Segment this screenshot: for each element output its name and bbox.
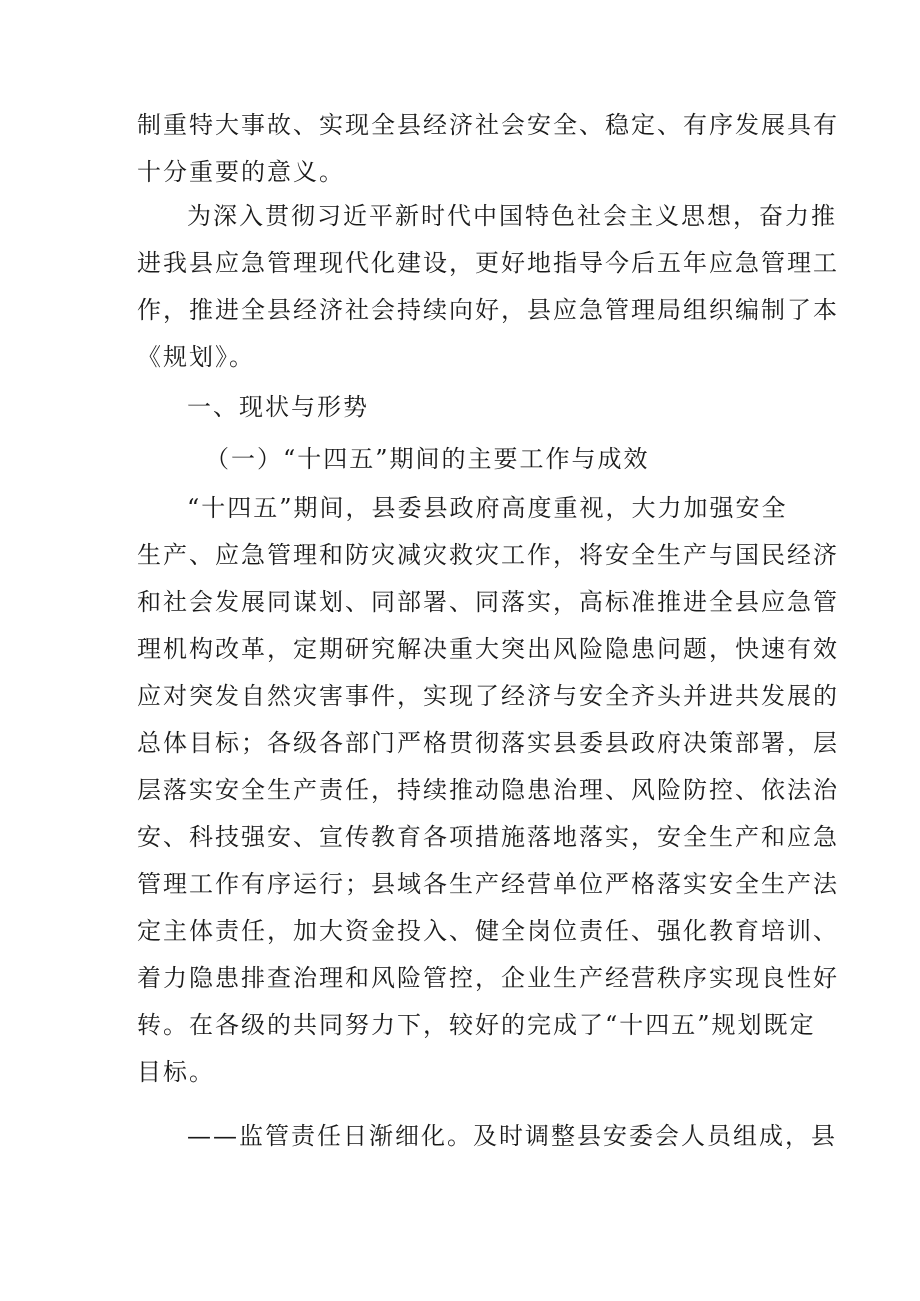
text-line: ——监管责任日渐细化。及时调整县安委会人员组成，县	[187, 1122, 837, 1150]
section-heading	[137, 384, 803, 431]
text-line: 目标。	[137, 1058, 215, 1086]
text-line: 管理工作有序运行；县域各生产经营单位严格落实安全生产法	[137, 870, 839, 898]
text-line: 作，推进全县经济社会持续向好，县应急管理局组织编制了本	[137, 296, 839, 324]
text-line: 生产、应急管理和防灾减灾救灾工作，将安全生产与国民经济	[137, 541, 839, 569]
text-line: 理机构改革，定期研究解决重大突出风险隐患问题，快速有效	[137, 635, 839, 663]
text-line: 定主体责任，加大资金投入、健全岗位责任、强化教育培训、	[137, 917, 839, 945]
paragraph-achievements	[137, 485, 839, 1096]
text-line: 转。在各级的共同努力下，较好的完成了“十四五”规划既定	[137, 1011, 816, 1039]
text-line: 十分重要的意义。	[137, 158, 345, 186]
text-line: “十四五”期间，县委县政府高度重视，大力加强安全	[187, 494, 788, 522]
text-line: 应对突发自然灾害事件，实现了经济与安全齐头并进共发展的	[137, 682, 839, 710]
heading-line: 一、现状与形势	[187, 393, 369, 421]
text-line: 着力隐患排查治理和风险管控，企业生产经营秩序实现良性好	[137, 964, 839, 992]
text-line: 安、科技强安、宣传教育各项措施落地落实，安全生产和应急	[137, 823, 839, 851]
text-line: 层落实安全生产责任，持续推动隐患治理、风险防控、依法治	[137, 776, 839, 804]
text-line: 进我县应急管理现代化建设，更好地指导今后五年应急管理工	[137, 249, 839, 277]
paragraph-intro-continued	[137, 102, 839, 196]
text-line: 总体目标；各级各部门严格贯彻落实县委县政府决策部署，层	[137, 729, 839, 757]
paragraph-purpose	[137, 193, 839, 381]
heading-line: （一）“十四五”期间的主要工作与成效	[205, 445, 650, 473]
text-line: 制重特大事故、实现全县经济社会安全、稳定、有序发展具有	[137, 111, 839, 139]
paragraph-supervision	[137, 1113, 837, 1160]
text-line: 和社会发展同谋划、同部署、同落实，高标准推进全县应急管	[137, 588, 839, 616]
subsection-heading	[137, 436, 803, 483]
text-line: 为深入贯彻习近平新时代中国特色社会主义思想，奋力推	[187, 202, 837, 230]
text-line: 《规划》。	[137, 343, 255, 371]
